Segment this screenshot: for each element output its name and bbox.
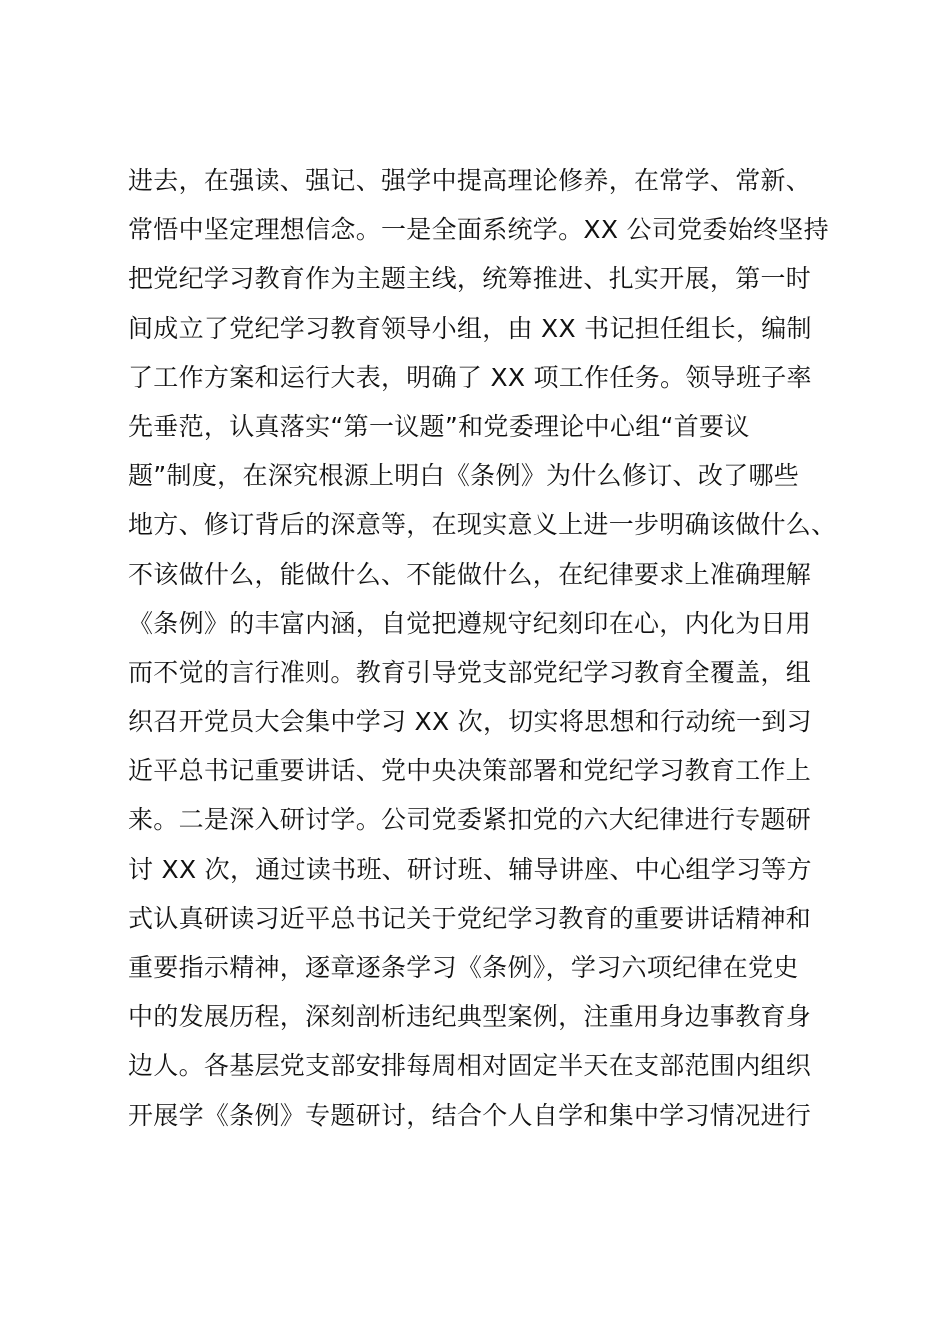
text-line: 来。二是深入研讨学。公司党委紧扣党的六大纪律进行专题研 <box>128 805 812 835</box>
body-text <box>128 156 888 1140</box>
text-line: 常悟中坚定理想信念。一是全面系统学。XX 公司党委始终坚持 <box>128 215 829 245</box>
text-line: 间成立了党纪学习教育领导小组，由 XX 书记担任组长，编制 <box>128 313 812 343</box>
text-line: 织召开党员大会集中学习 XX 次，切实将思想和行动统一到习 <box>128 707 812 737</box>
text-line: 讨 XX 次，通过读书班、研讨班、辅导讲座、中心组学习等方 <box>128 854 812 884</box>
text-line: 开展学《条例》专题研讨，结合个人自学和集中学习情况进行 <box>128 1100 812 1130</box>
text-line: 而不觉的言行准则。教育引导党支部党纪学习教育全覆盖，组 <box>128 657 812 687</box>
text-line: 题”制度，在深究根源上明白《条例》为什么修订、改了哪些 <box>128 461 800 491</box>
text-line: 重要指示精神，逐章逐条学习《条例》，学习六项纪律在党史 <box>128 953 799 982</box>
text-line: 中的发展历程，深刻剖析违纪典型案例，注重用身边事教育身 <box>128 1002 812 1032</box>
text-line: 边人。各基层党支部安排每周相对固定半天在支部范围内组织 <box>128 1051 812 1081</box>
text-line: 式认真研读习近平总书记关于党纪学习教育的重要讲话精神和 <box>128 903 812 933</box>
text-line: 地方、修订背后的深意等，在现实意义上进一步明确该做什么、 <box>128 510 837 540</box>
text-line: 把党纪学习教育作为主题主线，统筹推进、扎实开展，第一时 <box>128 264 812 294</box>
text-line: 进去，在强读、强记、强学中提高理论修养，在常学、常新、 <box>128 166 812 195</box>
text-line: 不该做什么，能做什么、不能做什么，在纪律要求上准确理解 <box>128 559 812 589</box>
text-line: 了工作方案和运行大表，明确了 XX 项工作任务。领导班子率 <box>128 362 812 392</box>
text-line: 先垂范，认真落实“第一议题”和党委理论中心组“首要议 <box>128 411 750 441</box>
text-line: 《条例》的丰富内涵，自觉把遵规守纪刻印在心，内化为日用 <box>128 608 812 638</box>
text-line: 近平总书记重要讲话、党中央决策部署和党纪学习教育工作上 <box>128 756 812 786</box>
